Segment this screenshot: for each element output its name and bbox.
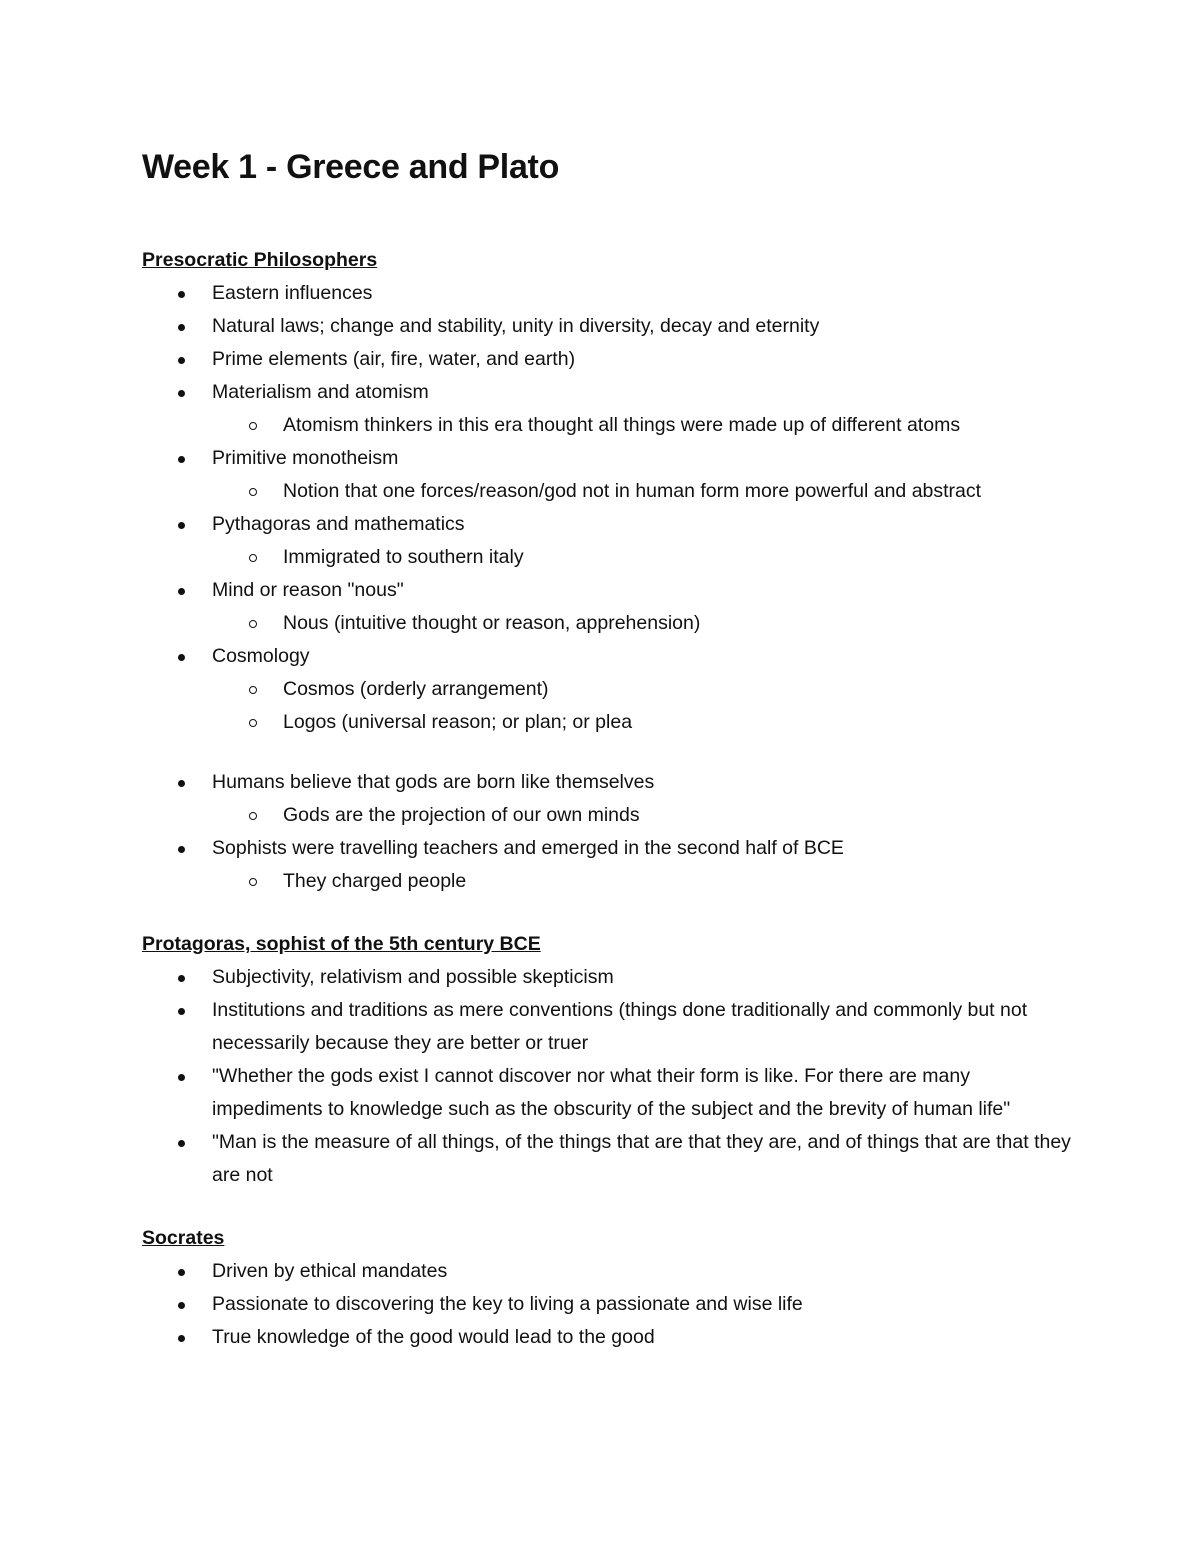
list-item — [142, 343, 1072, 376]
list-item-text: Atomism thinkers in this era thought all things were made up of different atoms — [283, 414, 961, 436]
filled-bullet-icon — [178, 1269, 185, 1276]
filled-bullet-icon — [178, 390, 185, 397]
filled-bullet-icon — [178, 588, 185, 595]
list-item — [142, 1288, 1072, 1321]
list-item-text: Eastern influences — [212, 282, 373, 304]
filled-bullet-icon — [178, 522, 185, 529]
list-item-text: Pythagoras and mathematics — [212, 513, 465, 535]
list-item — [142, 376, 1072, 409]
sub-list-item — [142, 706, 1072, 739]
list-item-text: Subjectivity, relativism and possible skepticism — [212, 966, 614, 988]
sub-list-item — [142, 541, 1072, 574]
filled-bullet-icon — [178, 780, 185, 787]
filled-bullet-icon — [178, 456, 185, 463]
list-item — [142, 508, 1072, 541]
list-item-text: Prime elements (air, fire, water, and earth) — [212, 348, 576, 370]
section-heading: Presocratic Philosophers — [142, 249, 378, 271]
section — [142, 928, 1072, 1192]
hollow-bullet-icon — [249, 488, 257, 496]
document-page — [142, 140, 1072, 1354]
sub-list-item — [142, 475, 1072, 508]
list-item — [142, 832, 1072, 865]
sub-list-item — [142, 799, 1072, 832]
hollow-bullet-icon — [249, 812, 257, 820]
list-item-text: Natural laws; change and stability, unity in diversity, decay and eternity — [212, 315, 820, 337]
filled-bullet-icon — [178, 846, 185, 853]
list-item — [142, 766, 1072, 799]
sub-list-item — [142, 409, 1072, 442]
list-item-text: Driven by ethical mandates — [212, 1260, 448, 1282]
list-item-text: Cosmos (orderly arrangement) — [283, 678, 549, 700]
list-item — [142, 640, 1072, 673]
filled-bullet-icon — [178, 291, 185, 298]
list-item-text: Sophists were travelling teachers and emerged in the second half of BCE — [212, 837, 844, 859]
filled-bullet-icon — [178, 654, 185, 661]
filled-bullet-icon — [178, 1140, 185, 1147]
filled-bullet-icon — [178, 1074, 185, 1081]
list-item-text: True knowledge of the good would lead to the good — [212, 1326, 655, 1348]
sections-container — [142, 244, 1072, 1354]
sub-list-item — [142, 607, 1072, 640]
filled-bullet-icon — [178, 1008, 185, 1015]
list-item-text: Mind or reason "nous" — [212, 579, 404, 601]
list-item-text: Institutions and traditions as mere conventions (things done traditionally and commonly but not necessarily because they are better or truer — [212, 999, 1028, 1054]
sub-list-item — [142, 673, 1072, 706]
list-item — [142, 574, 1072, 607]
sub-list-item — [142, 865, 1072, 898]
filled-bullet-icon — [178, 324, 185, 331]
hollow-bullet-icon — [249, 554, 257, 562]
hollow-bullet-icon — [249, 422, 257, 430]
list-item-text: They charged people — [283, 870, 467, 892]
hollow-bullet-icon — [249, 719, 257, 727]
list-item — [142, 277, 1072, 310]
list-item-text: Primitive monotheism — [212, 447, 399, 469]
section — [142, 244, 1072, 898]
list-item — [142, 1255, 1072, 1288]
bullet-list — [142, 1255, 1072, 1354]
hollow-bullet-icon — [249, 686, 257, 694]
list-item-text: "Whether the gods exist I cannot discover nor what their form is like. For there are many impediments to knowledge such as the obscurity of the subject and the brevity of human life" — [212, 1065, 1011, 1120]
filled-bullet-icon — [178, 1335, 185, 1342]
list-item-text: Humans believe that gods are born like themselves — [212, 771, 655, 793]
list-item — [142, 1126, 1072, 1192]
bullet-list — [142, 961, 1072, 1192]
section-heading: Protagoras, sophist of the 5th century BCE — [142, 933, 541, 955]
section — [142, 1222, 1072, 1354]
hollow-bullet-icon — [249, 878, 257, 886]
list-item-text: Nous (intuitive thought or reason, apprehension) — [283, 612, 701, 634]
list-item-text: Gods are the projection of our own minds — [283, 804, 640, 826]
filled-bullet-icon — [178, 975, 185, 982]
list-item-text: "Man is the measure of all things, of the things that are that they are, and of things that are that they are not — [212, 1131, 1071, 1186]
hollow-bullet-icon — [249, 620, 257, 628]
bullet-list — [142, 277, 1072, 898]
list-item-text: Cosmology — [212, 645, 310, 667]
list-item — [142, 310, 1072, 343]
list-item — [142, 1060, 1072, 1126]
list-item — [142, 994, 1072, 1060]
list-item-text: Materialism and atomism — [212, 381, 429, 403]
list-item-text: Notion that one forces/reason/god not in human form more powerful and abstract — [283, 480, 982, 502]
list-item-text: Logos (universal reason; or plan; or plea — [283, 711, 633, 733]
list-item — [142, 442, 1072, 475]
filled-bullet-icon — [178, 1302, 185, 1309]
section-heading: Socrates — [142, 1227, 225, 1249]
filled-bullet-icon — [178, 357, 185, 364]
list-item — [142, 1321, 1072, 1354]
page-title: Week 1 - Greece and Plato — [142, 148, 560, 186]
list-item-text: Immigrated to southern italy — [283, 546, 524, 568]
list-item-text: Passionate to discovering the key to living a passionate and wise life — [212, 1293, 803, 1315]
list-item — [142, 961, 1072, 994]
